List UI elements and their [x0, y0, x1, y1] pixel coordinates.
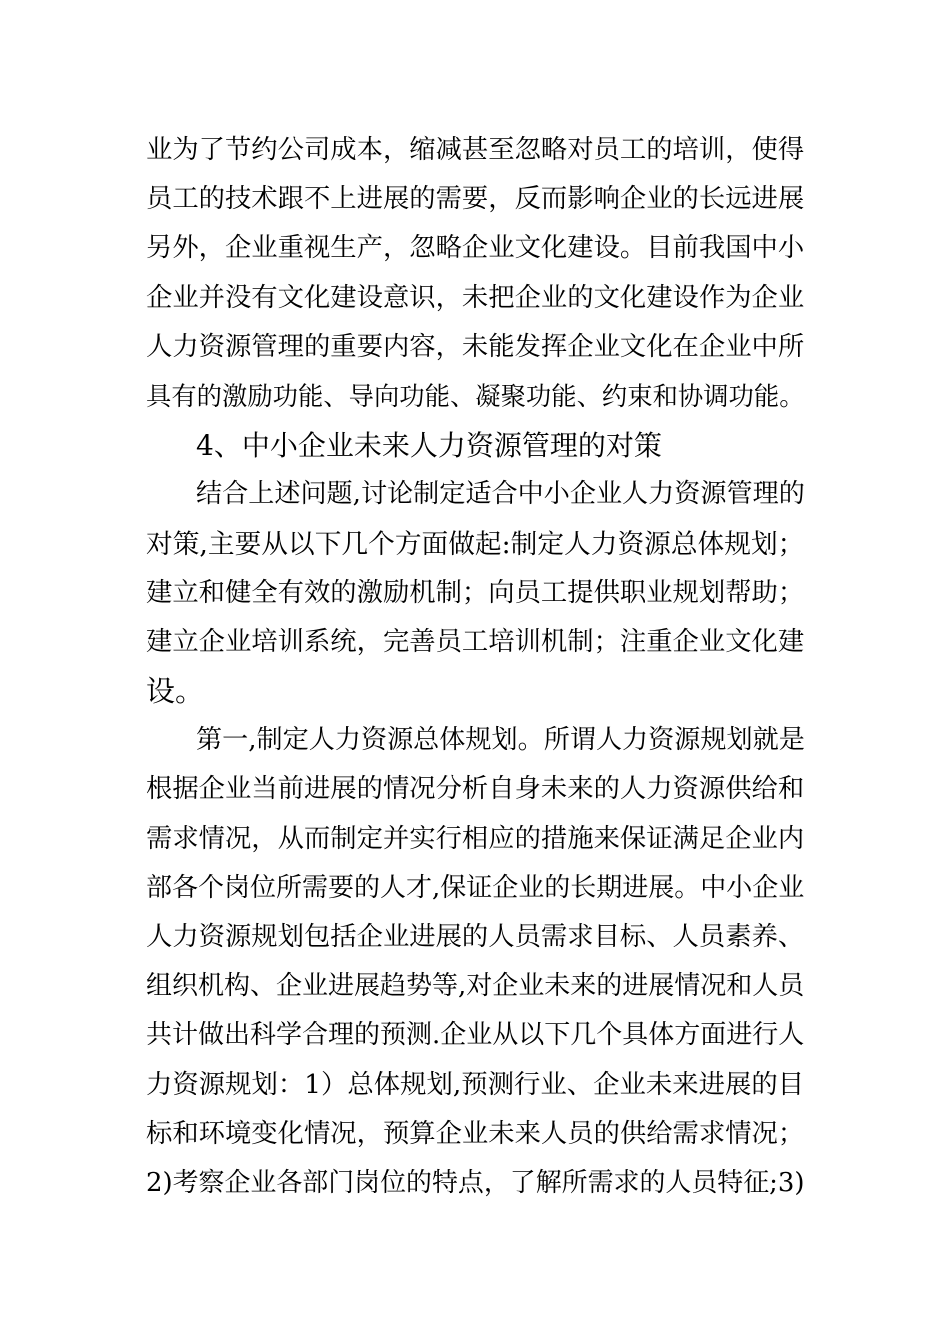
text-line: 共计做出科学合理的预测.企业从以下几个具体方面进行人 [146, 1020, 805, 1051]
text-line: 2)考察企业各部门岗位的特点，了解所需求的人员特征;3) [146, 1167, 805, 1198]
text-line: 具有的激励功能、导向功能、凝聚功能、约束和协调功能。 [146, 380, 805, 411]
text-line: 结合上述问题,讨论制定适合中小企业人力资源管理的 [196, 479, 805, 510]
text-line: 员工的技术跟不上进展的需要，反而影响企业的长远进展 [146, 184, 805, 215]
text-line: 人力资源规划包括企业进展的人员需求目标、人员素养、 [146, 922, 805, 952]
section-heading: 4、中小企业未来人力资源管理的对策 [196, 429, 662, 463]
text-line: 部各个岗位所需要的人才,保证企业的长期进展。中小企业 [146, 872, 805, 903]
body-text [146, 126, 808, 1208]
text-line: 需求情况，从而制定并实行相应的措施来保证满足企业内 [146, 823, 805, 854]
text-line: 组织机构、企业进展趋势等,对企业未来的进展情况和人员 [146, 971, 805, 1002]
text-line: 设。 [146, 674, 205, 709]
text-line: 企业并没有文化建设意识，未把企业的文化建设作为企业 [146, 282, 805, 313]
text-line: 标和环境变化情况，预算企业未来人员的供给需求情况； [146, 1118, 805, 1149]
text-line: 建立企业培训系统，完善员工培训机制；注重企业文化建 [146, 626, 805, 657]
text-line: 建立和健全有效的激励机制；向员工提供职业规划帮助； [146, 577, 805, 608]
text-line: 业为了节约公司成本，缩减甚至忽略对员工的培训，使得 [146, 135, 805, 165]
text-line: 另外，企业重视生产，忽略企业文化建设。目前我国中小 [146, 233, 805, 264]
text-line: 对策,主要从以下几个方面做起:制定人力资源总体规划； [146, 528, 805, 560]
text-line: 力资源规划：1）总体规划,预测行业、企业未来进展的目 [146, 1069, 805, 1100]
text-line: 第一,制定人力资源总体规划。所谓人力资源规划就是 [196, 725, 805, 756]
text-line: 根据企业当前进展的情况分析自身未来的人力资源供给和 [146, 774, 805, 805]
text-line: 人力资源管理的重要内容，未能发挥企业文化在企业中所 [146, 331, 805, 362]
